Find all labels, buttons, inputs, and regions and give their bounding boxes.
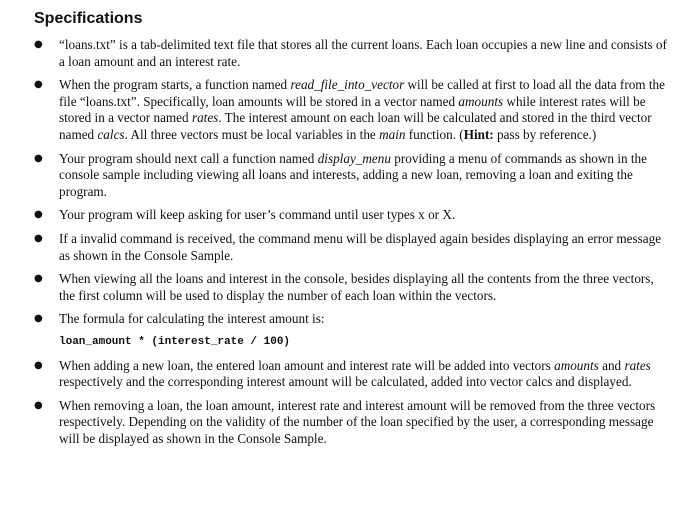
italic-term: calcs xyxy=(97,126,125,142)
text-run: . All three vectors must be local variables in the xyxy=(124,126,380,142)
formula-code: loan_amount * (interest_rate / 100) xyxy=(59,335,291,348)
text-run: while interest rates will be stored in a vector named xyxy=(59,93,646,126)
bullet-icon: ● xyxy=(34,273,43,285)
italic-term: main xyxy=(379,126,406,142)
text-run: When removing a loan, the loan amount, interest rate and interest amount will be removed from the three vectors respectively. Depending on the validity of the number of the loan specified by the user, a corresponding message will be displayed as shown in the Console Sample. xyxy=(59,397,656,446)
text-run: Your program should next call a function named xyxy=(59,150,318,166)
italic-term: rates xyxy=(191,110,219,126)
bullet-icon: ● xyxy=(34,232,43,244)
spec-item-text xyxy=(59,358,651,390)
text-run: pass by reference.) xyxy=(493,126,597,142)
text-run: function. ( xyxy=(405,126,464,142)
bullet-icon: ● xyxy=(34,209,43,221)
spec-item-text xyxy=(59,271,654,303)
spec-item xyxy=(34,231,670,264)
bullet-icon: ● xyxy=(34,359,43,371)
spec-item xyxy=(34,398,670,448)
text-run: If a invalid command is received, the command menu will be displayed again besides displaying an error message as shown in the Console Sample. xyxy=(59,230,662,263)
italic-term: amounts xyxy=(458,93,504,109)
spec-item xyxy=(34,77,670,143)
spec-item-text xyxy=(59,311,325,326)
italic-term: rates xyxy=(624,357,651,373)
bullet-icon: ● xyxy=(34,399,43,411)
bullet-icon: ● xyxy=(34,79,43,91)
text-run: Your program will keep asking for user’s command until user types x or X. xyxy=(59,207,456,223)
text-run: When the program starts, a function named xyxy=(59,77,291,93)
text-run: providing a menu of commands as shown in the console sample including viewing all loans and interests, adding a new loan, removing a loan and exiting the program. xyxy=(59,150,647,199)
bullet-icon: ● xyxy=(34,152,43,164)
spec-item-text xyxy=(59,398,655,446)
spec-item-text xyxy=(59,37,667,69)
spec-item xyxy=(34,311,670,350)
spec-item xyxy=(34,37,670,70)
spec-item-text xyxy=(59,151,647,199)
italic-term: read_file_into_vector xyxy=(290,77,405,93)
italic-term: amounts xyxy=(554,357,599,373)
spec-item xyxy=(34,271,670,304)
text-run: respectively and the corresponding interest amount will be calculated, added into vector calcs and displayed. xyxy=(59,374,632,390)
spec-item-text xyxy=(59,77,665,142)
spec-item-text xyxy=(59,207,455,222)
spec-item xyxy=(34,151,670,201)
text-run: When viewing all the loans and interest in the console, besides displaying all the contents from the three vectors, the first column will be used to display the number of each loan within the vectors. xyxy=(59,271,654,303)
text-run: and xyxy=(598,357,625,373)
spec-item xyxy=(34,358,670,391)
bold-term: Hint: xyxy=(463,126,494,142)
section-heading: Specifications xyxy=(34,10,143,27)
text-run: will be called at first to load all the data from the file “loans.txt”. Specifically, loan amounts will be stored in a vector named xyxy=(59,77,665,109)
spec-item-text xyxy=(59,231,661,263)
text-run: “loans.txt” is a tab-delimited text file that stores all the current loans. Each loan occupies a new line and consists of a loan amount and an interest rate. xyxy=(59,37,667,69)
specifications-list xyxy=(34,37,670,447)
italic-term: display_menu xyxy=(317,150,391,166)
bullet-icon: ● xyxy=(34,313,43,325)
text-run: When adding a new loan, the entered loan amount and interest rate will be added into vectors xyxy=(59,357,555,373)
text-run: . The interest amount on each loan will be calculated and stored in the third vector named xyxy=(59,110,652,142)
text-run: The formula for calculating the interest amount is: xyxy=(59,311,325,327)
bullet-icon: ● xyxy=(34,39,43,50)
spec-item xyxy=(34,207,670,224)
